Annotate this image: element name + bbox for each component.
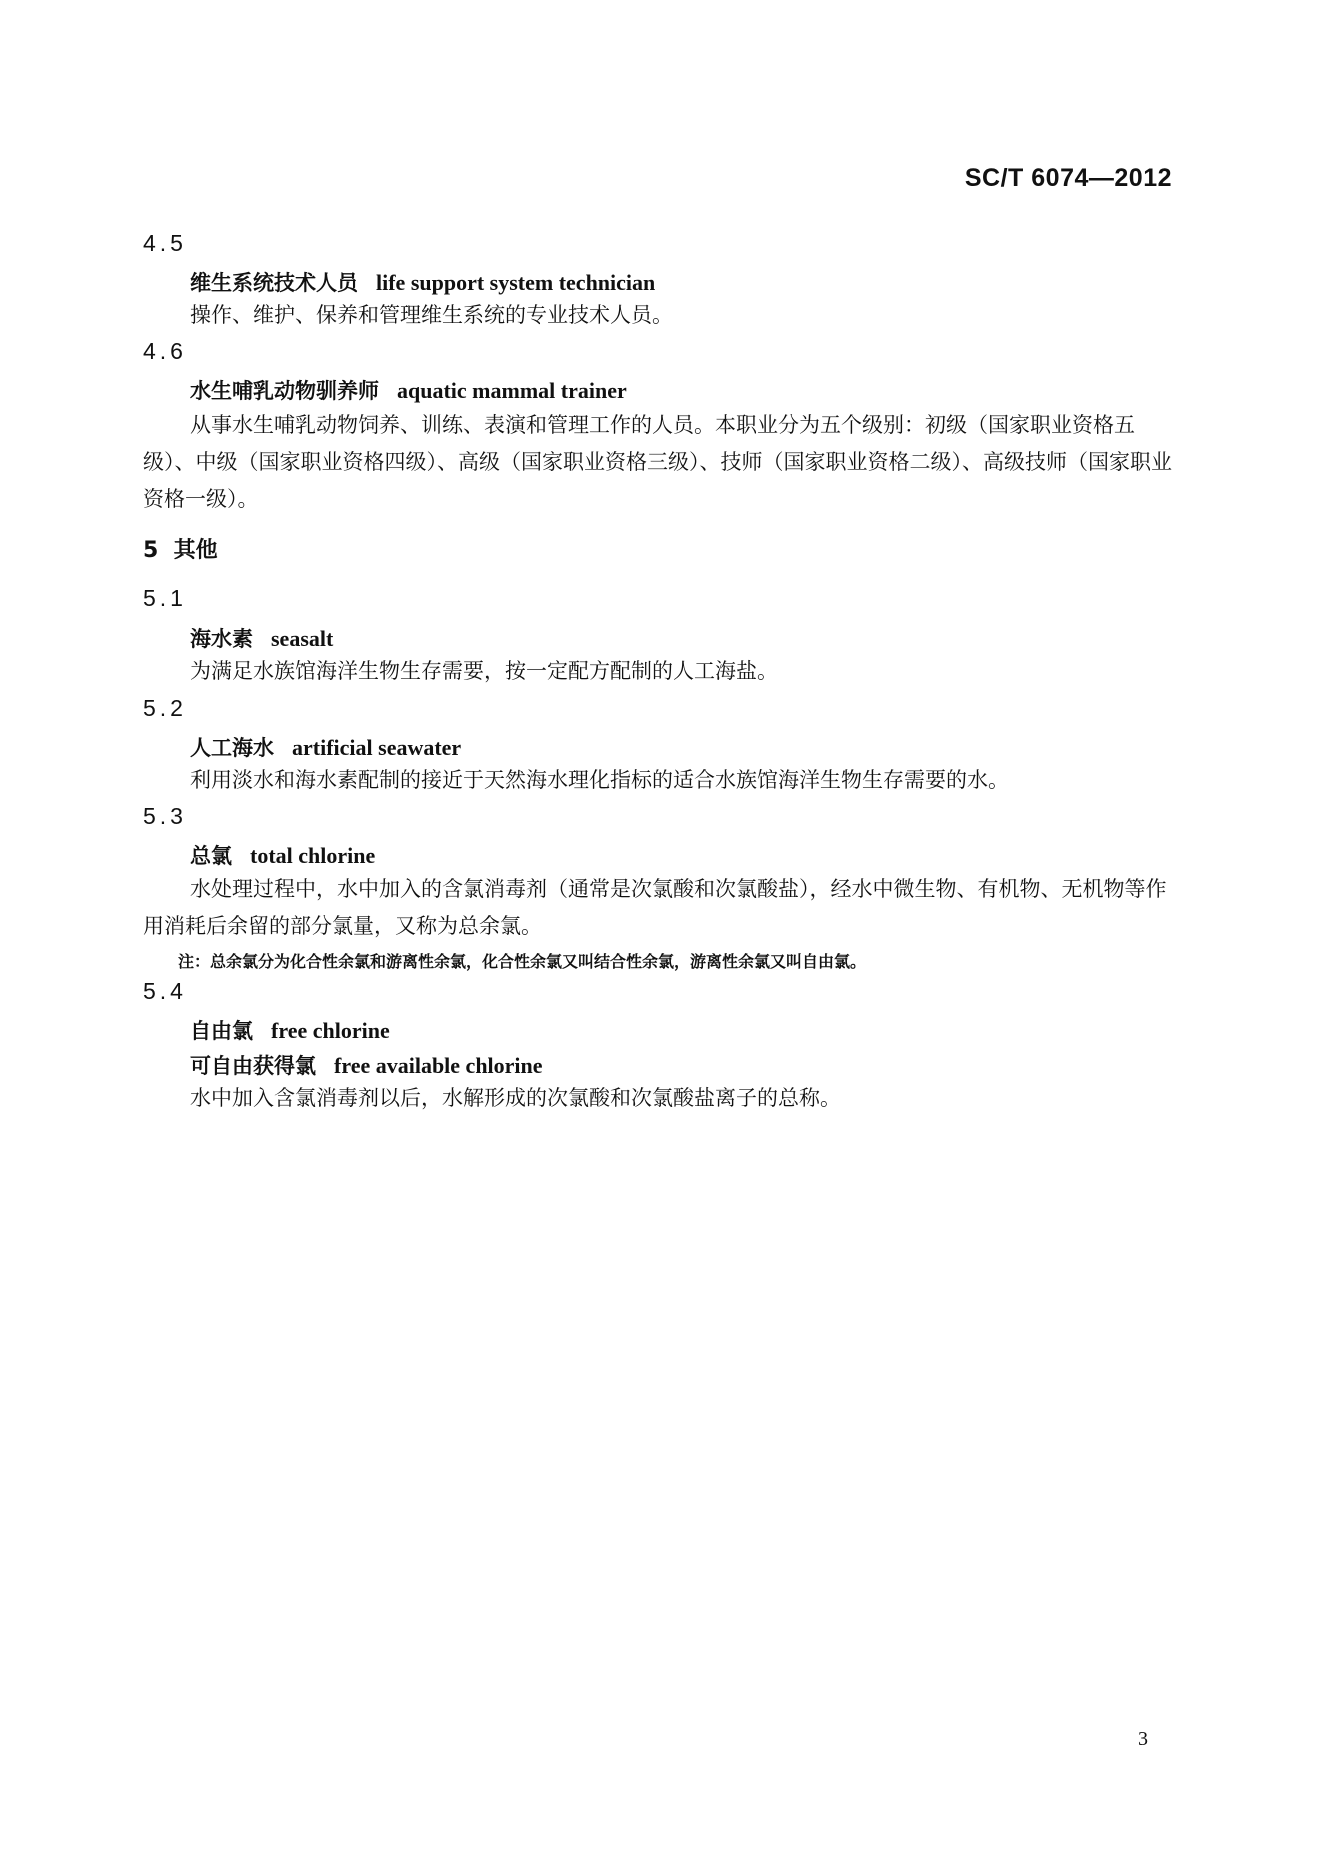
term-en: total chlorine <box>250 843 376 868</box>
page-number: 3 <box>1138 1728 1148 1750</box>
term-en: seasalt <box>271 626 334 651</box>
definition-5-3: 水处理过程中，水中加入的含氯消毒剂（通常是次氯酸和次氯酸盐），经水中微生物、有机物、无机物等作用消耗后余留的部分氯量，又称为总余氯。 <box>143 877 1167 938</box>
term-en: aquatic mammal trainer <box>397 378 627 403</box>
term-5-1 <box>190 623 333 653</box>
definition-4-6: 从事水生哺乳动物饲养、训练、表演和管理工作的人员。本职业分为五个级别：初级（国家职业资格五级）、中级（国家职业资格四级）、高级（国家职业资格三级）、技师（国家职业资格二级）、高级技师（国家职业资格一级）。 <box>143 413 1172 511</box>
clause-number-4-5: 4.5 <box>143 230 187 256</box>
term-cn: 可自由获得氯 <box>190 1054 316 1078</box>
term-5-4 <box>190 1015 390 1045</box>
clause-number-5-1: 5.1 <box>143 585 187 611</box>
section-heading-5: 5 其他 <box>143 538 218 563</box>
term-en: free chlorine <box>271 1018 390 1043</box>
term-5-4-synonym <box>190 1050 543 1080</box>
term-cn: 水生哺乳动物驯养师 <box>190 379 379 403</box>
definition-4-5: 操作、维护、保养和管理维生系统的专业技术人员。 <box>190 303 673 327</box>
term-4-5 <box>190 267 655 297</box>
clause-number-5-3: 5.3 <box>143 803 187 829</box>
term-cn: 维生系统技术人员 <box>190 271 358 295</box>
clause-number-5-2: 5.2 <box>143 695 187 721</box>
term-cn: 总氯 <box>190 844 232 868</box>
term-cn: 人工海水 <box>190 736 274 760</box>
note-5-3: 注：总余氯分为化合性余氯和游离性余氯，化合性余氯又叫结合性余氯，游离性余氯又叫自由氯。 <box>178 952 867 971</box>
term-en: free available chlorine <box>334 1053 543 1078</box>
standard-code: SC/T 6074—2012 <box>964 164 1172 192</box>
clause-number-4-6: 4.6 <box>143 338 187 364</box>
term-en: life support system technician <box>376 270 656 295</box>
term-en: artificial seawater <box>292 735 462 760</box>
term-5-2 <box>190 732 461 762</box>
definition-5-4: 水中加入含氯消毒剂以后，水解形成的次氯酸和次氯酸盐离子的总称。 <box>190 1086 841 1110</box>
term-cn: 自由氯 <box>190 1019 253 1043</box>
term-4-6 <box>190 375 627 405</box>
clause-number-5-4: 5.4 <box>143 978 187 1004</box>
term-5-3 <box>190 840 375 870</box>
definition-5-1: 为满足水族馆海洋生物生存需要，按一定配方配制的人工海盐。 <box>190 659 778 683</box>
term-cn: 海水素 <box>190 627 253 651</box>
definition-5-2: 利用淡水和海水素配制的接近于天然海水理化指标的适合水族馆海洋生物生存需要的水。 <box>190 768 1009 792</box>
